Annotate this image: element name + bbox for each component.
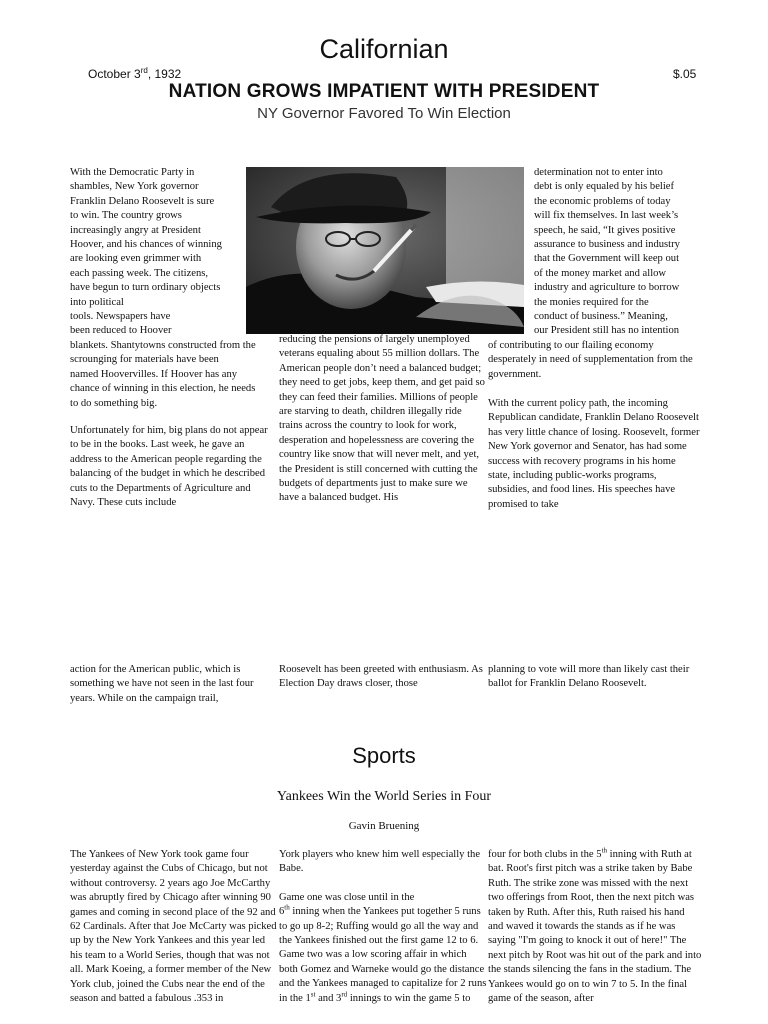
text-line: With the Democratic Party in <box>70 167 195 178</box>
text-line: been reduced to Hoover <box>70 325 172 337</box>
article-column-3-cont: of contributing to our flailing economy desperately in need of supplementation from the government. <box>488 340 693 380</box>
text-line: that the Government will keep out <box>534 253 680 265</box>
text-line: will fix themselves. In last week’s <box>534 210 679 222</box>
date-text: October 3 <box>88 67 141 81</box>
portrait-photo-image <box>246 167 524 334</box>
article-column-3-para-2: With the current policy path, the incoming Republican candidate, Franklin Delano Roosevelt has very little chance of losing. Roosevelt, former New York governor and Senator, has had some success with recovery programs in his home state, including public-works programs, subsidies, and food lines. His speeches have promised to take <box>488 398 700 510</box>
text-line: Hoover, and his chances of winning <box>70 239 222 251</box>
text-line: are looking even grimmer with <box>70 253 202 265</box>
sports-col2-para-1: York players who knew him well especially the Babe. <box>279 849 481 875</box>
text-line: the monies required for the <box>534 296 649 308</box>
text-line: blankets. Shantytowns constructed from the <box>70 339 256 351</box>
text-line: the economic problems of today <box>534 195 671 207</box>
text-line: have begun to turn ordinary objects <box>70 282 221 294</box>
sub-headline: NY Governor Favored To Win Election <box>257 105 511 122</box>
text-line: each passing week. The citizens, <box>70 267 209 279</box>
text-line: determination not to enter into <box>534 167 663 178</box>
text-line: tools. Newspapers have <box>70 311 171 323</box>
main-headline: NATION GROWS IMPATIENT WITH PRESIDENT <box>168 81 600 102</box>
sports-col2-para-2: Game one was close until in the 6th inning when the Yankees put together 5 runs to go up 8-2; Ruffing would go all the way and the Yankees finished out the first game 12 to 6. Game two was a low scoring affair in which both Gomez and Warneke would go the distance and the Yankees managed to capitalize for 2 runs in the 1st and 3rd innings to win the game 5 to <box>279 891 487 1004</box>
text-line: conduct of business.” Meaning, <box>534 311 668 323</box>
text-line: Franklin Delano Roosevelt is sure <box>70 195 215 207</box>
article-column-3-continued: planning to vote will more than likely cast their ballot for Franklin Delano Roosevelt. <box>488 664 690 690</box>
text-line: named Hoovervilles. If Hoover has any <box>70 368 238 380</box>
text-line: increasingly angry at President <box>70 224 201 236</box>
newspaper-masthead: Californian <box>319 34 449 64</box>
article-column-3 <box>534 166 704 339</box>
date-ordinal: rd <box>140 66 148 75</box>
text-line: our President still has no intention <box>534 325 680 337</box>
article-column-2: reducing the pensions of largely unemployed veterans equaling about 55 million dollars. The American people don’t need a balanced budget; they need to get jobs, keep them, and get paid so they can feed their families. Millions of people are starving to death, children illegally ride trains across the country to look for work, desperation and hopelessness are covering the country like snow that will never melt, and yet, the President is still concerned with cutting the budgets of departments just to make sure we have a balanced budget. His <box>279 334 485 504</box>
text-line: assurance to business and industry <box>534 239 680 251</box>
issue-price: $.05 <box>673 67 697 81</box>
sports-column-2 <box>279 848 487 1020</box>
text-line: shambles, New York governor <box>70 181 199 193</box>
text-line: into political <box>70 296 124 308</box>
text-line: debt is only equaled by his belief <box>534 181 675 193</box>
sports-column-3: four for both clubs in the 5th inning with Ruth at bat. Root's first pitch was a strike taken by Babe Ruth. The strike zone was missed with the next two offerings from Root, then the next pitch was taken by Ruth. After this, Ruth raised his hand and waved it towards the stands as if he was saying "I'm going to knock it out of here!" The next pitch by Root was hit out of the park and into the stands silencing the fans in the stadium. The Yankees would go on to win 7 to 5. In the final game of the season, after <box>488 846 702 1005</box>
sports-byline: Gavin Bruening <box>348 820 420 832</box>
article-column-1-para-2: Unfortunately for him, big plans do not appear to be in the books. Last week, he gave an address to the American people regarding the balancing of the budget in which he described cuts to the Departments of Agriculture and Navy. These cuts include <box>70 425 268 509</box>
sports-column-1: The Yankees of New York took game four yesterday against the Cubs of Chicago, but not without controversy. 2 years ago Joe McCarthy was abruptly fired by Chicago after winning 90 games and coming in second place of the 92 and 62 Cardinals. After that Joe McCarty was picked up by the New York Yankees and this year led his team to a World Series, though that was not all. Mark Koeing, a former member of the New York club, joined the Cubs near the end of the season and batted a fabulous .353 in <box>70 849 277 1005</box>
text-line: scrounging for materials have been <box>70 354 219 366</box>
sports-section-title: Sports <box>352 743 416 768</box>
text-line: to win. The country grows <box>70 210 182 222</box>
article-photo <box>246 167 524 334</box>
dateline <box>88 67 181 81</box>
article-column-2-continued: Roosevelt has been greeted with enthusiasm. As Election Day draws closer, those <box>279 664 483 690</box>
text-line: to do something big. <box>70 397 158 409</box>
article-column-1-continued: action for the American public, which is something we have not seen in the last four years. While on the campaign trail, <box>70 664 254 704</box>
date-year: , 1932 <box>147 67 182 81</box>
text-line: of the money market and allow <box>534 267 667 279</box>
text-line: industry and agriculture to borrow <box>534 282 680 294</box>
sports-headline: Yankees Win the World Series in Four <box>276 789 492 804</box>
text-line: chance of winning in this election, he needs <box>70 383 256 395</box>
text-line: speech, he said, “It gives positive <box>534 224 676 236</box>
